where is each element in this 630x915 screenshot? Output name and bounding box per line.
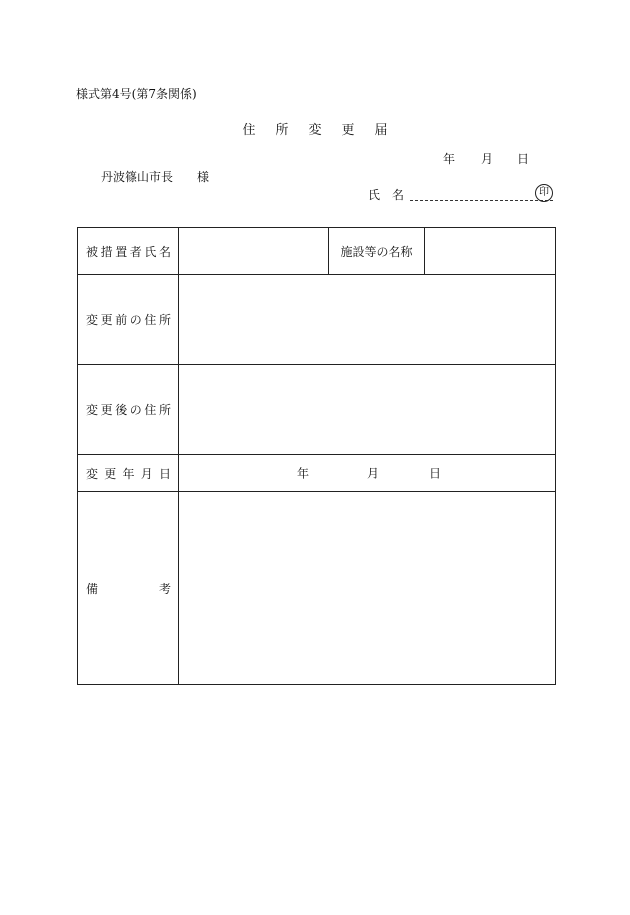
change-date-label-text: 変 更 年 月 日 [86,466,171,481]
change-date-year: 年 [297,466,310,481]
table-row [78,228,556,275]
seal-mark: 印 [535,184,553,202]
change-date-month: 月 [367,466,380,481]
remarks-label-text: 備 考 [86,581,171,596]
date-month-label: 月 [481,152,494,166]
addressee [101,168,209,185]
facility-name-label: 施設等の名称 [329,228,425,275]
new-address-label-text: 変 更 後 の 住 所 [86,403,171,417]
table-row [78,492,556,685]
date-day-label: 日 [517,152,530,166]
remarks-field[interactable] [179,492,556,685]
new-address-field[interactable] [179,365,556,455]
previous-address-field[interactable] [179,275,556,365]
change-date-label [78,455,179,492]
new-address-label [78,365,179,455]
change-date-field[interactable] [179,455,556,492]
table-row [78,365,556,455]
previous-address-label-text: 変 更 前 の 住 所 [86,313,171,327]
form-number: 様式第4号(第7条関係) [76,87,197,101]
recipient-name-label-text: 被 措 置 者 氏 名 [86,244,171,259]
addressee-name: 丹波篠山市長 [101,170,174,184]
addressee-honorific: 様 [197,170,210,184]
recipient-name-field[interactable] [179,228,329,275]
facility-name-field[interactable] [425,228,556,275]
applicant-name-field[interactable] [410,200,553,201]
recipient-name-label [78,228,179,275]
submission-date [443,150,529,167]
form-table [77,227,556,685]
table-row [78,275,556,365]
date-year-label: 年 [443,152,456,166]
document-title: 住所変更届 [242,123,408,138]
applicant-name-label: 氏名 [368,188,417,202]
previous-address-label [78,275,179,365]
change-date-day: 日 [429,466,442,481]
remarks-label [78,492,179,685]
table-row [78,455,556,492]
